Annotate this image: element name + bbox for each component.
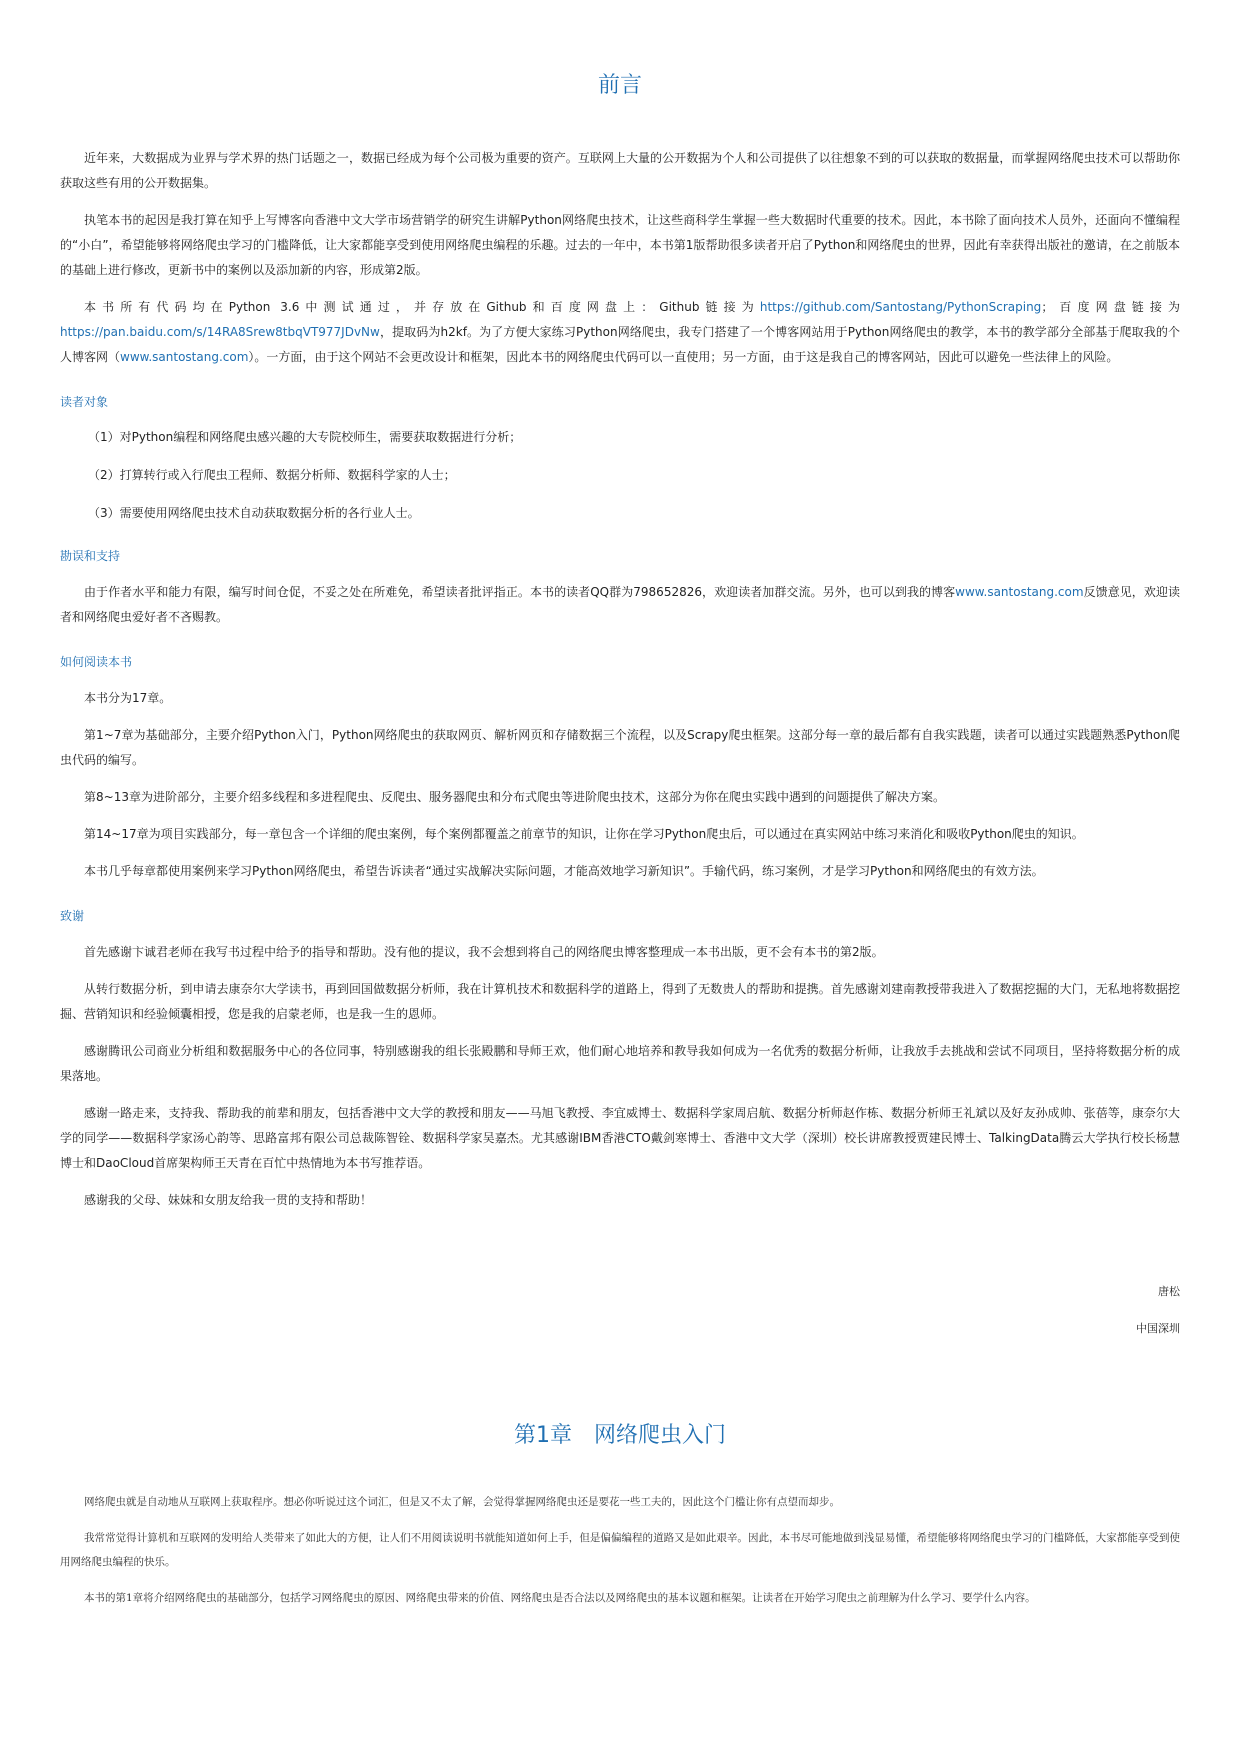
blog-feedback-link[interactable]: www.santostang.com: [955, 585, 1084, 599]
thanks-paragraph: 从转行数据分析，到申请去康奈尔大学读书，再到回国做数据分析师，我在计算机技术和数据科学的道路上，得到了无数贵人的帮助和提携。首先感谢刘建南教授带我进入了数据挖掘的大门，无私地将数据挖掘、营销知识和经验倾囊相授，您是我的启蒙老师，也是我一生的恩师。: [60, 982, 1180, 1021]
howto-paragraph: 第14~17章为项目实践部分，每一章包含一个详细的爬虫案例，每个案例都覆盖之前章节的知识，让你在学习Python爬虫后，可以通过在真实网站中练习来消化和吸收Python爬虫的知识。: [84, 827, 1084, 841]
signature-name: 唐松: [1158, 1285, 1180, 1298]
github-link[interactable]: https://github.com/Santostang/PythonScraping: [759, 300, 1042, 314]
audience-item: （2）打算转行或入行爬虫工程师、数据分析师、数据科学家的人士；: [88, 468, 456, 482]
chapter-body: [60, 1490, 1180, 1622]
code-paragraph: [60, 295, 1180, 370]
intro-paragraph: 近年来，大数据成为业界与学术界的热门话题之一，数据已经成为每个公司极为重要的资产。互联网上大量的公开数据为个人和公司提供了以往想象不到的可以获取的数据量，而掌握网络爬虫技术可以帮助你获取这些有用的公开数据集。: [60, 151, 1180, 190]
preface-body: [60, 146, 1180, 1225]
code-text: ；百度网盘链接为: [1041, 300, 1180, 314]
errata-heading: 勘误和支持: [60, 549, 121, 563]
thanks-paragraph: 感谢我的父母、妹妹和女朋友给我一贯的支持和帮助！: [84, 1193, 373, 1207]
audience-heading: 读者对象: [60, 395, 109, 409]
baidu-pan-link[interactable]: https://pan.baidu.com/s/14RA8Srew8tbqVT977JDvNw: [60, 325, 380, 339]
chapter-title: 第1章 网络爬虫入门: [514, 1423, 726, 1448]
code-text: 本书所有代码均在Python 3.6中测试通过，并存放在Github和百度网盘上：Github链接为: [84, 300, 760, 314]
thanks-paragraph: 感谢一路走来，支持我、帮助我的前辈和朋友，包括香港中文大学的教授和朋友——马旭飞教授、李宜威博士、数据科学家周启航、数据分析师赵作栋、数据分析师王礼斌以及好友孙成帅、张蓓等，康奈尔大学的同学——数据科学家汤心韵等、思路富邦有限公司总裁陈智铨、数据科学家吴嘉杰。尤其感谢IBM香港CTO戴剑寒博士、香港中文大学（深圳）校长讲席教授贾建民博士、TalkingData腾云大学执行校长杨慧博士和DaoCloud首席架构师王天青在百忙中热情地为本书写推荐语。: [60, 1106, 1180, 1170]
chapter-paragraph: 我常常觉得计算机和互联网的发明给人类带来了如此大的方便，让人们不用阅读说明书就能知道如何上手，但是偏偏编程的道路又是如此艰辛。因此，本书尽可能地做到浅显易懂，希望能够将网络爬虫学习的门槛降低，大家都能享受到使用网络爬虫编程的快乐。: [60, 1532, 1180, 1568]
thanks-paragraph: 感谢腾讯公司商业分析组和数据服务中心的各位同事，特别感谢我的组长张殿鹏和导师王欢，他们耐心地培养和教导我如何成为一名优秀的数据分析师，让我放手去挑战和尝试不同项目，坚持将数据分析的成果落地。: [60, 1044, 1180, 1083]
chapter-paragraph: 本书的第1章将介绍网络爬虫的基础部分，包括学习网络爬虫的原因、网络爬虫带来的价值、网络爬虫是否合法以及网络爬虫的基本议题和框架。让读者在开始学习爬虫之前理解为什么学习、要学什么内容。: [84, 1592, 1036, 1604]
howto-paragraph: 第1~7章为基础部分，主要介绍Python入门，Python网络爬虫的获取网页、解析网页和存储数据三个流程，以及Scrapy爬虫框架。这部分每一章的最后都有自我实践题，读者可以通过实践题熟悉Python爬虫代码的编写。: [60, 728, 1180, 767]
howto-paragraph: 第8~13章为进阶部分，主要介绍多线程和多进程爬虫、反爬虫、服务器爬虫和分布式爬虫等进阶爬虫技术，这部分为你在爬虫实践中遇到的问题提供了解决方案。: [84, 790, 945, 804]
code-text: ）。一方面，由于这个网站不会更改设计和框架，因此本书的网络爬虫代码可以一直使用；另一方面，由于这是我自己的博客网站，因此可以避免一些法律上的风险。: [248, 350, 1119, 364]
errata-text: 反馈意见，欢迎读者和网络爬虫爱好者不吝赐教。: [60, 585, 1180, 624]
chapter-paragraph: 网络爬虫就是自动地从互联网上获取程序。想必你听说过这个词汇，但是又不太了解，会觉得掌握网络爬虫还是要花一些工夫的，因此这个门槛让你有点望而却步。: [84, 1496, 840, 1508]
errata-paragraph: [60, 580, 1180, 630]
code-text: ，提取码为h2kf。为了方便大家练习Python网络爬虫，我专门搭建了一个博客网站用于Python网络爬虫的教学，本书的教学部分全部基于爬取我的个人博客网（: [60, 325, 1180, 364]
howto-paragraph: 本书分为17章。: [84, 691, 172, 705]
preface-title: 前言: [597, 73, 642, 98]
intro-paragraph: 执笔本书的起因是我打算在知乎上写博客向香港中文大学市场营销学的研究生讲解Python网络爬虫技术，让这些商科学生掌握一些大数据时代重要的技术。因此，本书除了面向技术人员外，还面向不懂编程的“小白”，希望能够将网络爬虫学习的门槛降低，让大家都能享受到使用网络爬虫编程的乐趣。过去的一年中，本书第1版帮助很多读者开启了Python和网络爬虫的世界，因此有幸获得出版社的邀请，在之前版本的基础上进行修改，更新书中的案例以及添加新的内容，形成第2版。: [60, 213, 1180, 277]
audience-item: （3）需要使用网络爬虫技术自动获取数据分析的各行业人士。: [88, 506, 420, 520]
howto-heading: 如何阅读本书: [60, 655, 133, 669]
blog-site-link[interactable]: www.santostang.com: [120, 350, 249, 364]
errata-text: 由于作者水平和能力有限，编写时间仓促，不妥之处在所难免，希望读者批评指正。本书的读者QQ群为798652826，欢迎读者加群交流。另外，也可以到我的博客: [84, 585, 956, 599]
thanks-heading: 致谢: [60, 909, 85, 923]
howto-paragraph: 本书几乎每章都使用案例来学习Python网络爬虫，希望告诉读者“通过实战解决实际问题，才能高效地学习新知识”。手输代码，练习案例，才是学习Python和网络爬虫的有效方法。: [84, 864, 1044, 878]
thanks-paragraph: 首先感谢卞诚君老师在我写书过程中给予的指导和帮助。没有他的提议，我不会想到将自己的网络爬虫博客整理成一本书出版，更不会有本书的第2版。: [84, 945, 884, 959]
signature-place: 中国深圳: [1136, 1322, 1180, 1335]
audience-item: （1）对Python编程和网络爬虫感兴趣的大专院校师生，需要获取数据进行分析；: [88, 430, 522, 444]
